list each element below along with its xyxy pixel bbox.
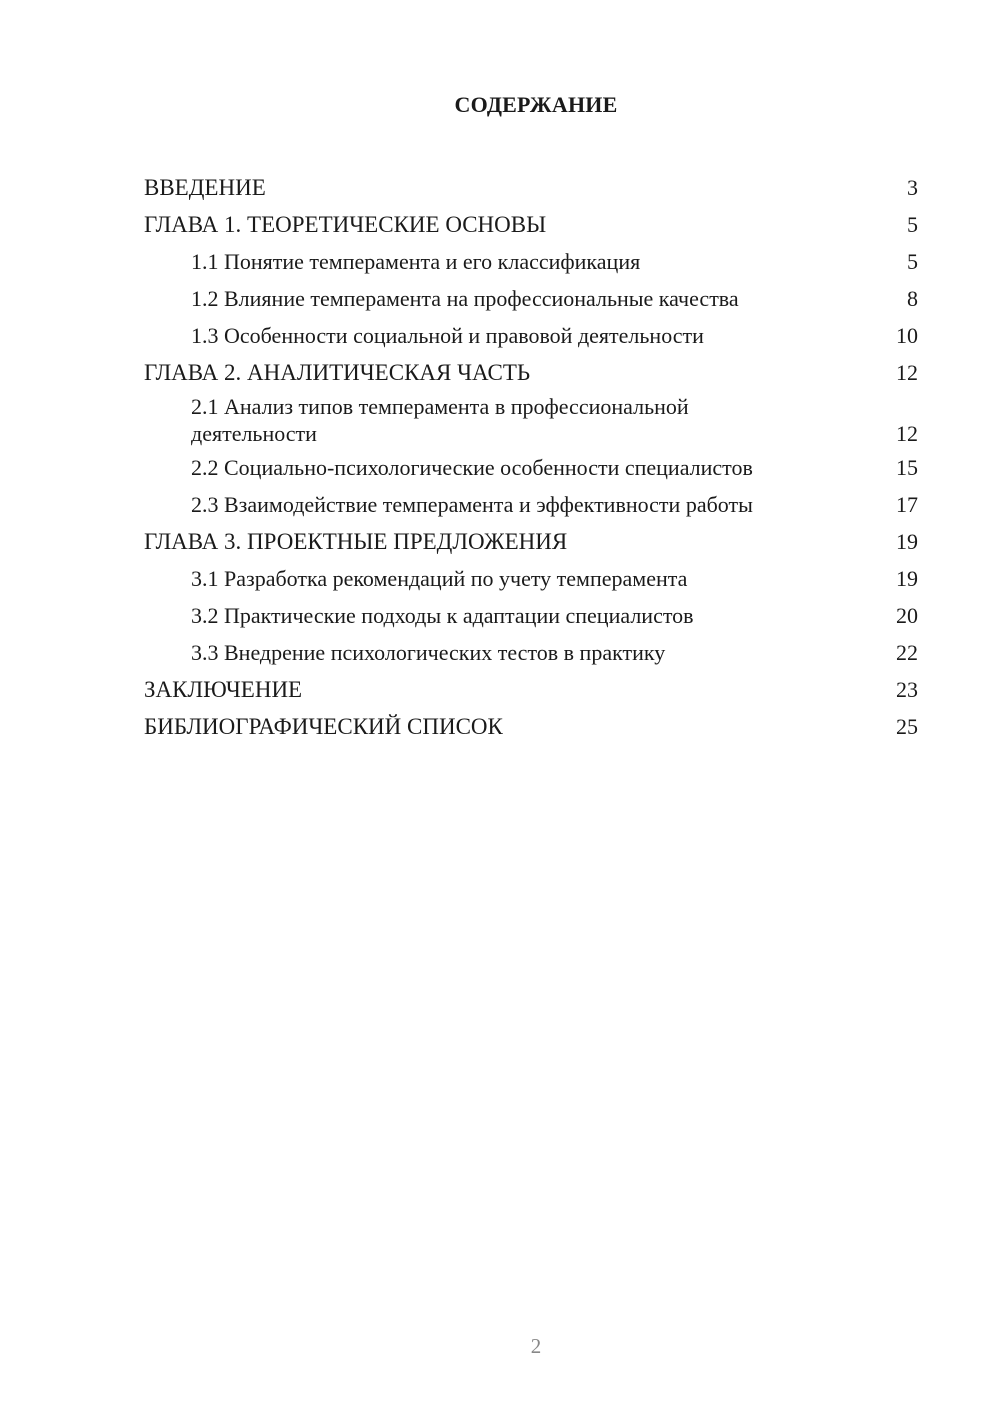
table-of-contents (144, 169, 918, 745)
toc-entry-section-1-3[interactable] (144, 317, 918, 354)
toc-entry-section-2-2[interactable] (144, 449, 918, 486)
toc-entry-page: 12 (896, 360, 918, 385)
toc-entry-label: 1.3 Особенности социальной и правовой деятельности (191, 323, 704, 348)
toc-entry-section-3-1[interactable] (144, 560, 918, 597)
toc-entry-section-1-2[interactable] (144, 280, 918, 317)
toc-entry-page: 10 (896, 323, 918, 348)
toc-entry-page: 8 (907, 286, 918, 311)
toc-entry-label: 2.1 Анализ типов темперамента в профессиональной деятельности (191, 394, 689, 446)
toc-entry-page: 19 (896, 566, 918, 591)
toc-entry-label: 3.2 Практические подходы к адаптации специалистов (191, 603, 694, 628)
toc-entry-label: ГЛАВА 3. ПРОЕКТНЫЕ ПРЕДЛОЖЕНИЯ (144, 529, 568, 554)
toc-entry-section-2-3[interactable] (144, 486, 918, 523)
toc-entry-page: 17 (896, 492, 918, 517)
toc-entry-label: 1.1 Понятие темперамента и его классификация (191, 249, 641, 274)
toc-entry-introduction[interactable] (144, 169, 918, 206)
toc-entry-chapter-3[interactable] (144, 523, 918, 560)
toc-entry-conclusion[interactable] (144, 671, 918, 708)
toc-entry-label: БИБЛИОГРАФИЧЕСКИЙ СПИСОК (144, 714, 503, 739)
toc-entry-label: ВВЕДЕНИЕ (144, 175, 266, 200)
toc-entry-page: 20 (896, 603, 918, 628)
toc-entry-section-3-3[interactable] (144, 634, 918, 671)
toc-entry-page: 5 (907, 249, 918, 274)
toc-entry-bibliography[interactable] (144, 708, 918, 745)
toc-entry-page: 12 (896, 421, 918, 446)
toc-entry-chapter-2[interactable] (144, 354, 918, 391)
toc-entry-section-3-2[interactable] (144, 597, 918, 634)
toc-entry-page: 22 (896, 640, 918, 665)
page-title: СОДЕРЖАНИЕ (454, 92, 618, 117)
toc-entry-page: 25 (896, 714, 918, 739)
toc-entry-page: 3 (907, 175, 918, 200)
page-number: 2 (530, 1334, 542, 1358)
toc-entry-section-1-1[interactable] (144, 243, 918, 280)
toc-entry-page: 5 (907, 212, 918, 237)
toc-entry-section-2-1[interactable] (144, 391, 918, 449)
toc-entry-label: 2.2 Социально-психологические особенности специалистов (191, 455, 753, 480)
toc-entry-page: 23 (896, 677, 918, 702)
toc-entry-page: 19 (896, 529, 918, 554)
toc-entry-label: ГЛАВА 2. АНАЛИТИЧЕСКАЯ ЧАСТЬ (144, 360, 531, 385)
toc-entry-label: ЗАКЛЮЧЕНИЕ (144, 677, 303, 702)
toc-entry-label: ГЛАВА 1. ТЕОРЕТИЧЕСКИЕ ОСНОВЫ (144, 212, 547, 237)
toc-entry-label: 3.1 Разработка рекомендаций по учету темперамента (191, 566, 688, 591)
toc-entry-label: 3.3 Внедрение психологических тестов в практику (191, 640, 666, 665)
toc-entry-label: 1.2 Влияние темперамента на профессиональные качества (191, 286, 739, 311)
toc-entry-page: 15 (896, 455, 918, 480)
toc-entry-label: 2.3 Взаимодействие темперамента и эффективности работы (191, 492, 753, 517)
toc-entry-chapter-1[interactable] (144, 206, 918, 243)
